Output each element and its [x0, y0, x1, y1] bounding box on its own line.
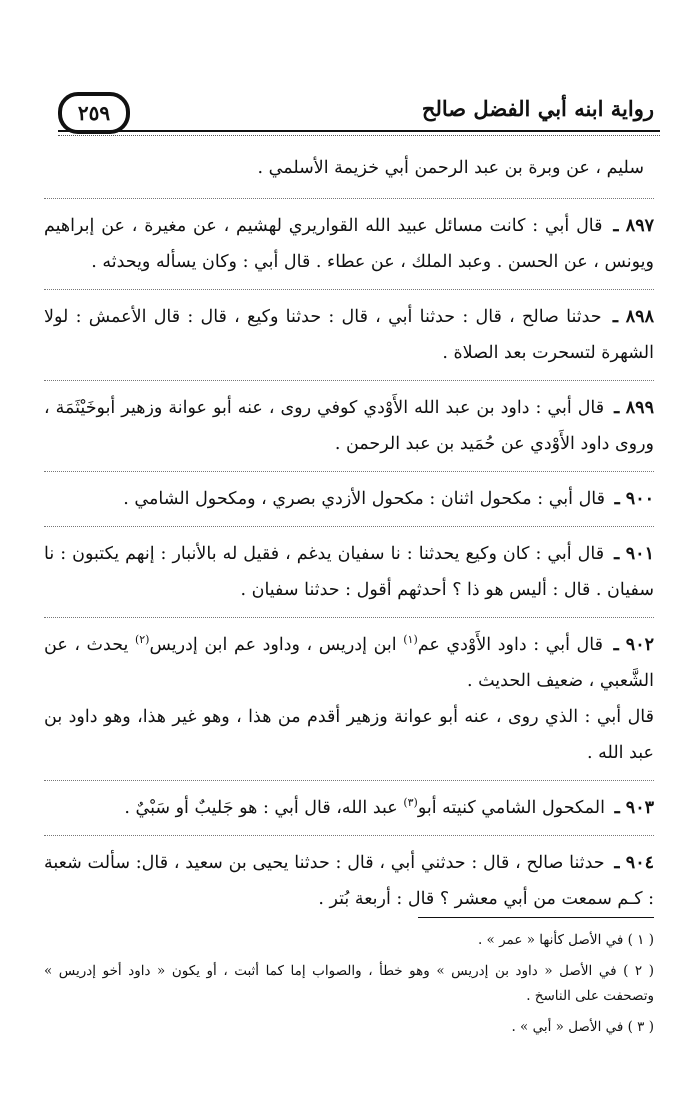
paragraph-divider: [44, 471, 654, 472]
page-number-badge: ٢٥٩: [58, 92, 130, 134]
paragraph-divider: [44, 198, 654, 199]
entry-900: [44, 481, 654, 517]
entry-text-part: قال أبي : داود الأَوْدي عم: [417, 635, 603, 655]
entry-text: قال أبي : الذي روى ، عنه أبو عوانة وزهير أقدم من هذا ، وهو غير هذا، وهو داود بن عبد الله .: [44, 707, 654, 763]
entry-number: ٩٠١ ـ: [614, 544, 654, 564]
entry-899: [44, 390, 654, 462]
entry-901: [44, 536, 654, 608]
entry-number: ٩٠٣ ـ: [614, 798, 654, 818]
paragraph-divider: [44, 780, 654, 781]
entry-number: ٩٠٠ ـ: [614, 489, 654, 509]
running-header-title: رواية ابنه أبي الفضل صالح: [421, 96, 654, 121]
entry-number: ٩٠٤ ـ: [614, 853, 654, 873]
entry-number: ٨٩٨ ـ: [612, 307, 654, 327]
paragraph-divider: [44, 289, 654, 290]
entry-text: قال أبي : كان وكيع يحدثنا : نا سفيان يدغم ، فقيل له بالأنبار : إنهم يكتبون : نا سفيان . قال : أليس هو ذا ؟ أحدثهم أقول : حدثنا سفيان .: [44, 544, 654, 600]
paragraph-divider: [44, 526, 654, 527]
header-divider: [58, 130, 660, 136]
footnote-divider: [418, 917, 654, 918]
entry-897: [44, 208, 654, 280]
main-text: [44, 150, 654, 926]
footnote-marker[interactable]: (١): [403, 633, 418, 647]
entry-number: ٨٩٩ ـ: [614, 398, 654, 418]
footnote-3: ( ٣ ) في الأصل « أبي » .: [511, 1019, 654, 1035]
entry-904: [44, 845, 654, 917]
paragraph-continuation: [44, 150, 654, 186]
entry-text: قال أبي : كانت مسائل عبيد الله القواريري لهشيم ، عن مغيرة ، عن إبراهيم ويونس ، عن الحسن . وعبد الملك ، عن عطاء . قال أبي : وكان يسأله ويحدثه .: [44, 216, 654, 272]
paragraph-divider: [44, 835, 654, 836]
entry-text: حدثنا صالح ، قال : حدثنا أبي ، قال : حدثنا وكيع ، قال : قال الأعمش : لولا الشهرة لتسحرت بعد الصلاة .: [44, 307, 654, 363]
entry-text: قال أبي : داود بن عبد الله الأَوْدي كوفي روى ، عنه أبو عوانة وزهير أبوخَيْثَمَة ، وروى داود الأَوْدي عن حُمَيد بن عبد الرحمن .: [44, 398, 654, 454]
footnote-marker[interactable]: (٢): [134, 633, 150, 647]
entry-text-part: المكحول الشامي كنيته أبو: [417, 798, 605, 818]
entry-902-continuation: [44, 699, 654, 771]
footnote-marker[interactable]: (٣): [403, 796, 418, 810]
entry-902: [44, 627, 654, 699]
paragraph-divider: [44, 617, 654, 618]
footnote-2: ( ٢ ) في الأصل « داود بن إدريس » وهو خطأ ، والصواب إما كما أثبت ، أو يكون « داود أخو إدريس » وتصحفت على الناسخ .: [44, 963, 654, 1004]
entry-text: حدثنا صالح ، قال : حدثني أبي ، قال : حدثنا يحيى بن سعيد ، قال: سألت شعبة : كـم سمعت من أبي معشر ؟ قال : أربعة بُتر .: [44, 853, 654, 909]
entry-text-part: يحدث ، عن الشَّعبي ، ضعيف الحديث .: [44, 635, 654, 691]
footnotes: [44, 928, 654, 1046]
entry-text: قال أبي : مكحول اثنان : مكحول الأزدي بصري ، ومكحول الشامي .: [123, 489, 605, 509]
entry-number: ٩٠٢ ـ: [613, 635, 654, 655]
entry-903: [44, 790, 654, 826]
paragraph-text: سليم ، عن وبرة بن عبد الرحمن أبي خزيمة الأسلمي .: [257, 158, 644, 178]
entry-text-part: ابن إدريس ، وداود عم ابن إدريس: [149, 635, 404, 655]
entry-898: [44, 299, 654, 371]
entry-number: ٨٩٧ ـ: [613, 216, 654, 236]
footnote-1: ( ١ ) في الأصل كأنها « عمر » .: [477, 932, 654, 948]
entry-text-part: عبد الله، قال أبي : هو جَليبٌ أو سَبْيٌ .: [124, 798, 404, 818]
paragraph-divider: [44, 380, 654, 381]
